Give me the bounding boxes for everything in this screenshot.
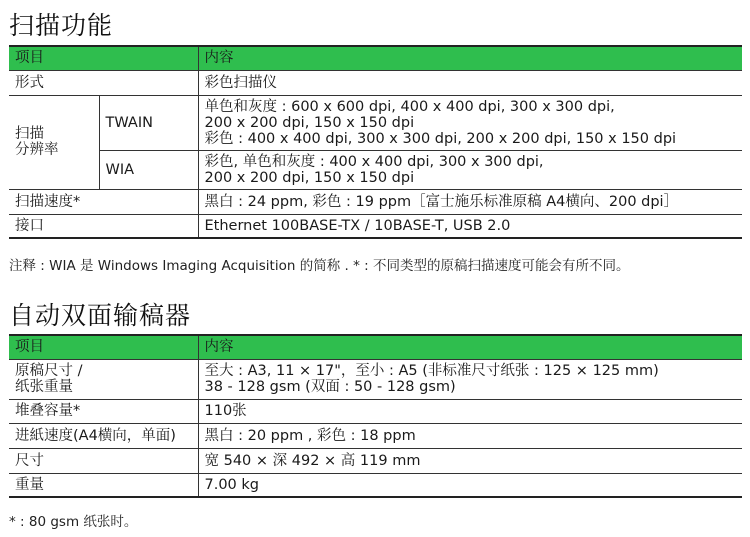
adf-spec-table (9, 334, 742, 498)
table-row (9, 95, 742, 150)
scan-note: 注释 : WIA 是 Windows Imaging Acquisition 的简称 . * : 不同类型的原稿扫描速度可能会有所不同。 (9, 258, 630, 274)
table-header-row (9, 335, 742, 359)
row-label: 重量 (9, 473, 198, 497)
row-label: 堆叠容量* (9, 399, 198, 423)
table-row (9, 150, 742, 189)
row-label: 扫描速度* (9, 189, 198, 214)
wia-value: 彩色, 单色和灰度 : 400 x 400 dpi, 300 x 300 dpi, 200 x 200 dpi, 150 x 150 dpi (198, 150, 742, 189)
row-value: 7.00 kg (198, 473, 742, 497)
wia-label: WIA (99, 150, 198, 189)
header-content: 内容 (198, 335, 742, 359)
header-item: 项目 (9, 46, 198, 70)
row-value: 彩色扫描仪 (198, 70, 742, 95)
row-label: 原稿尺寸 / 纸张重量 (9, 359, 198, 399)
table-row (9, 189, 742, 214)
row-label: 形式 (9, 70, 198, 95)
row-label: 尺寸 (9, 448, 198, 473)
row-value: 至大 : A3, 11 × 17"，至小 : A5 (非标准尺寸纸张 : 125 × 125 mm) 38 - 128 gsm (双面 : 50 - 128 gsm) (198, 359, 742, 399)
table-row (9, 448, 742, 473)
row-value: 黑白 : 24 ppm, 彩色 : 19 ppm［富士施乐标准原稿 A4横向、200 dpi］ (198, 189, 742, 214)
scan-spec-table (9, 45, 742, 239)
row-value: Ethernet 100BASE-TX / 10BASE-T, USB 2.0 (198, 214, 742, 238)
table-header-row (9, 46, 742, 70)
row-value: 黑白 : 20 ppm , 彩色 : 18 ppm (198, 423, 742, 448)
header-content: 内容 (198, 46, 742, 70)
table-row (9, 214, 742, 238)
table-row (9, 70, 742, 95)
scan-section-title: 扫描功能 (9, 11, 114, 40)
row-value: 宽 540 × 深 492 × 高 119 mm (198, 448, 742, 473)
twain-label: TWAIN (99, 95, 198, 150)
adf-note: * : 80 gsm 纸张时。 (9, 514, 138, 530)
twain-value: 单色和灰度 : 600 x 600 dpi, 400 x 400 dpi, 300 x 300 dpi, 200 x 200 dpi, 150 x 150 dpi 彩色 : 400 x 400 dpi, 300 x 300 dpi, 200 x 200 dpi, 150 x 150 dpi (198, 95, 742, 150)
table-row (9, 359, 742, 399)
resolution-label: 扫描 分辨率 (9, 95, 99, 189)
table-row (9, 473, 742, 497)
table-row (9, 423, 742, 448)
row-label: 接口 (9, 214, 198, 238)
header-item: 项目 (9, 335, 198, 359)
adf-section-title: 自动双面输稿器 (9, 301, 192, 330)
row-value: 110张 (198, 399, 742, 423)
row-label: 进紙速度(A4横向，单面) (9, 423, 198, 448)
table-row (9, 399, 742, 423)
